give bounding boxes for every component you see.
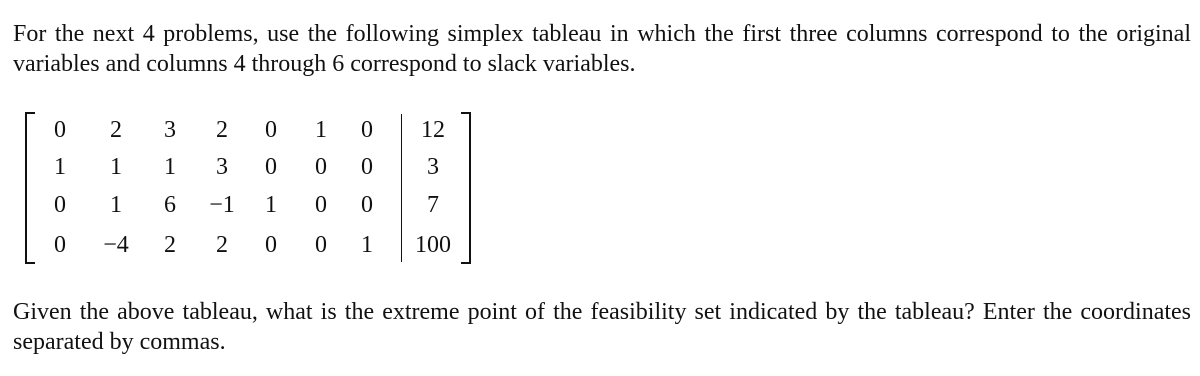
- tableau-cell: 0: [54, 232, 66, 258]
- tableau-rhs-cell: 3: [427, 154, 439, 180]
- tableau-cell: 0: [54, 117, 66, 143]
- tableau-cell: 1: [361, 232, 373, 258]
- tableau-cell: 0: [315, 192, 327, 218]
- tableau-rhs-cell: 7: [427, 192, 439, 218]
- tableau-cell: 2: [164, 232, 176, 258]
- tableau-cell: 2: [216, 232, 228, 258]
- tableau-rhs-cell: 12: [421, 117, 445, 143]
- tableau-cell: 3: [216, 154, 228, 180]
- tableau-cell: 0: [54, 192, 66, 218]
- tableau-cell: 0: [315, 232, 327, 258]
- tableau-cell: 3: [164, 117, 176, 143]
- tableau-cell: −1: [209, 192, 235, 218]
- tableau-cell: −4: [103, 232, 129, 258]
- tableau-cell: 1: [315, 117, 327, 143]
- tableau-cell: 0: [265, 154, 277, 180]
- tableau-cell: 0: [315, 154, 327, 180]
- problem-intro: For the next 4 problems, use the following simplex tableau in which the first three columns correspond to the original variables and columns 4 through 6 correspond to slack variables.: [13, 21, 1191, 77]
- tableau-cell: 0: [361, 192, 373, 218]
- tableau-cell: 1: [54, 154, 66, 180]
- question-text: Given the above tableau, what is the extreme point of the feasibility set indicated by the tableau? Enter the coordinates separated by commas.: [13, 299, 1191, 355]
- right-bracket: [461, 112, 471, 264]
- augmented-divider: [401, 114, 402, 262]
- simplex-tableau: [25, 112, 471, 264]
- tableau-rhs-cell: 100: [415, 232, 451, 258]
- tableau-cell: 2: [216, 117, 228, 143]
- tableau-cell: 0: [361, 117, 373, 143]
- tableau-cell: 1: [164, 154, 176, 180]
- tableau-cell: 2: [110, 117, 122, 143]
- left-bracket: [25, 112, 35, 264]
- tableau-cell: 1: [110, 192, 122, 218]
- tableau-cell: 0: [361, 154, 373, 180]
- tableau-cell: 1: [265, 192, 277, 218]
- tableau-cell: 6: [164, 192, 176, 218]
- tableau-cell: 0: [265, 117, 277, 143]
- tableau-cell: 0: [265, 232, 277, 258]
- tableau-cell: 1: [110, 154, 122, 180]
